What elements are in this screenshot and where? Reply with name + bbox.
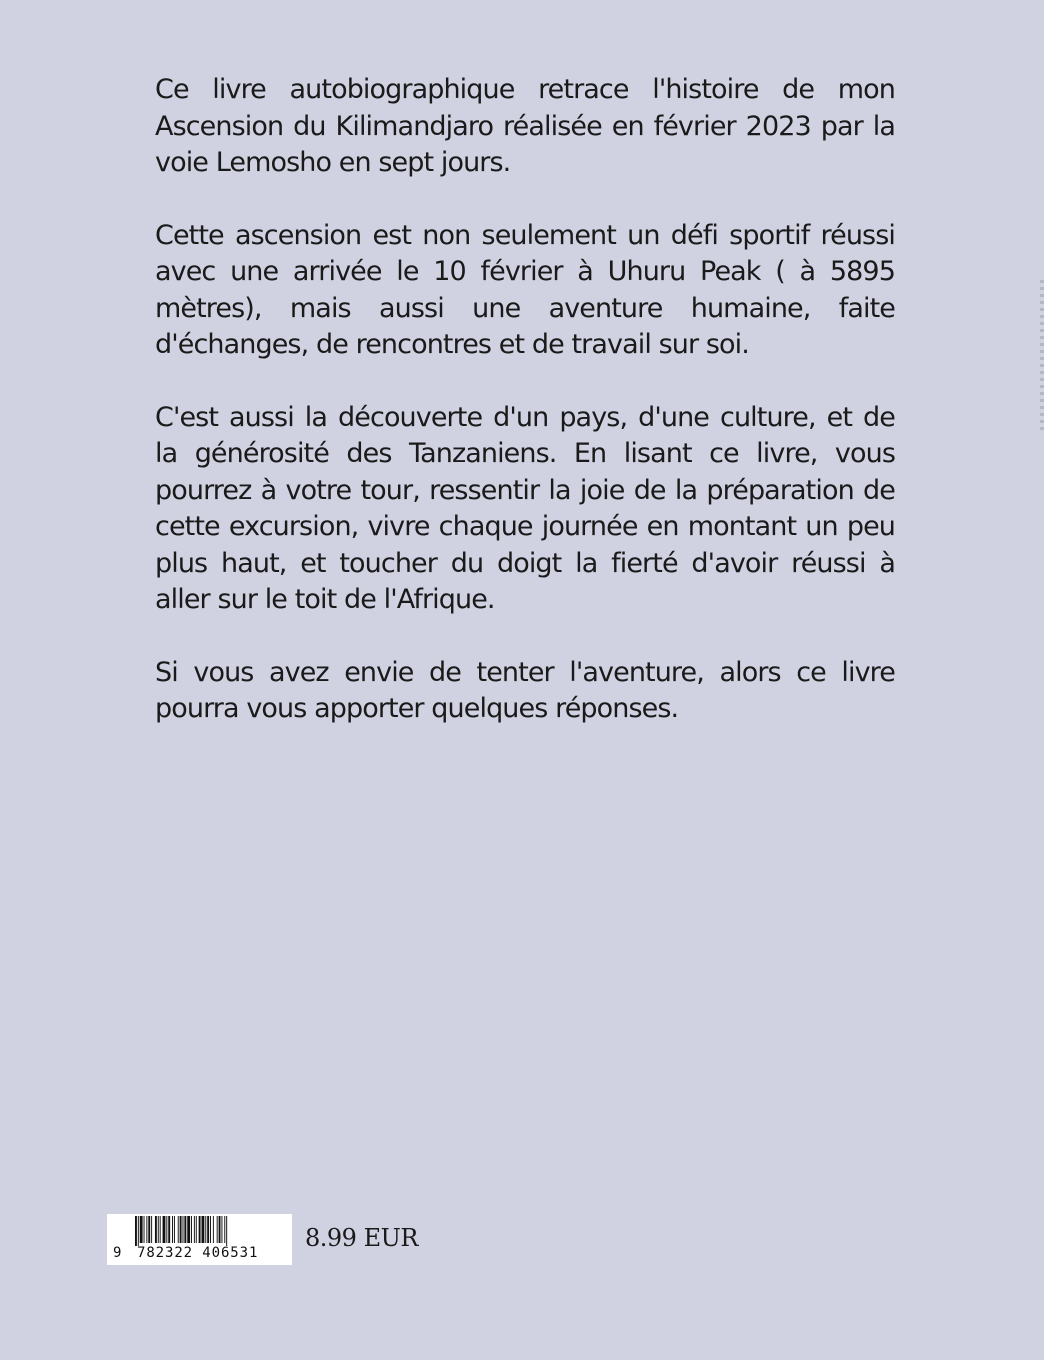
isbn-barcode xyxy=(107,1214,292,1265)
barcode-first-digit: 9 xyxy=(113,1245,122,1261)
blurb-paragraph-4: Si vous avez envie de tenter l'aventure, alors ce livre pourra vous apporter quelques réponses. xyxy=(155,656,895,724)
blurb-paragraph-1: Ce livre autobiographique retrace l'histoire de mon Ascension du Kilimandjaro réalisée en février 2023 par la voie Lemosho en sept jours. xyxy=(155,74,895,178)
blurb-paragraph-3: C'est aussi la découverte d'un pays, d'une culture, et de la générosité des Tanzaniens. En lisant ce livre, vous pourrez à votre tour, ressentir la joie de la préparation de cette excursion, vivre chaque journée en montant un peu plus haut, et toucher du doigt la fierté d'avoir réussi à aller sur le toit de l'Afrique. xyxy=(155,401,895,615)
blurb-text xyxy=(155,72,895,764)
spine-edge-mark xyxy=(1040,280,1044,430)
barcode-bars-icon xyxy=(107,1214,292,1246)
blurb-paragraph-2: Cette ascension est non seulement un défi sportif réussi avec une arrivée le 10 février à Uhuru Peak ( à 5895 mètres), mais aussi une aventure humaine, faite d'échanges, de rencontres et de travail sur soi. xyxy=(155,219,895,360)
price-label: 8.99 EUR xyxy=(305,1224,418,1252)
barcode-digits xyxy=(107,1244,292,1264)
barcode-number: 782322 406531 xyxy=(137,1245,259,1261)
